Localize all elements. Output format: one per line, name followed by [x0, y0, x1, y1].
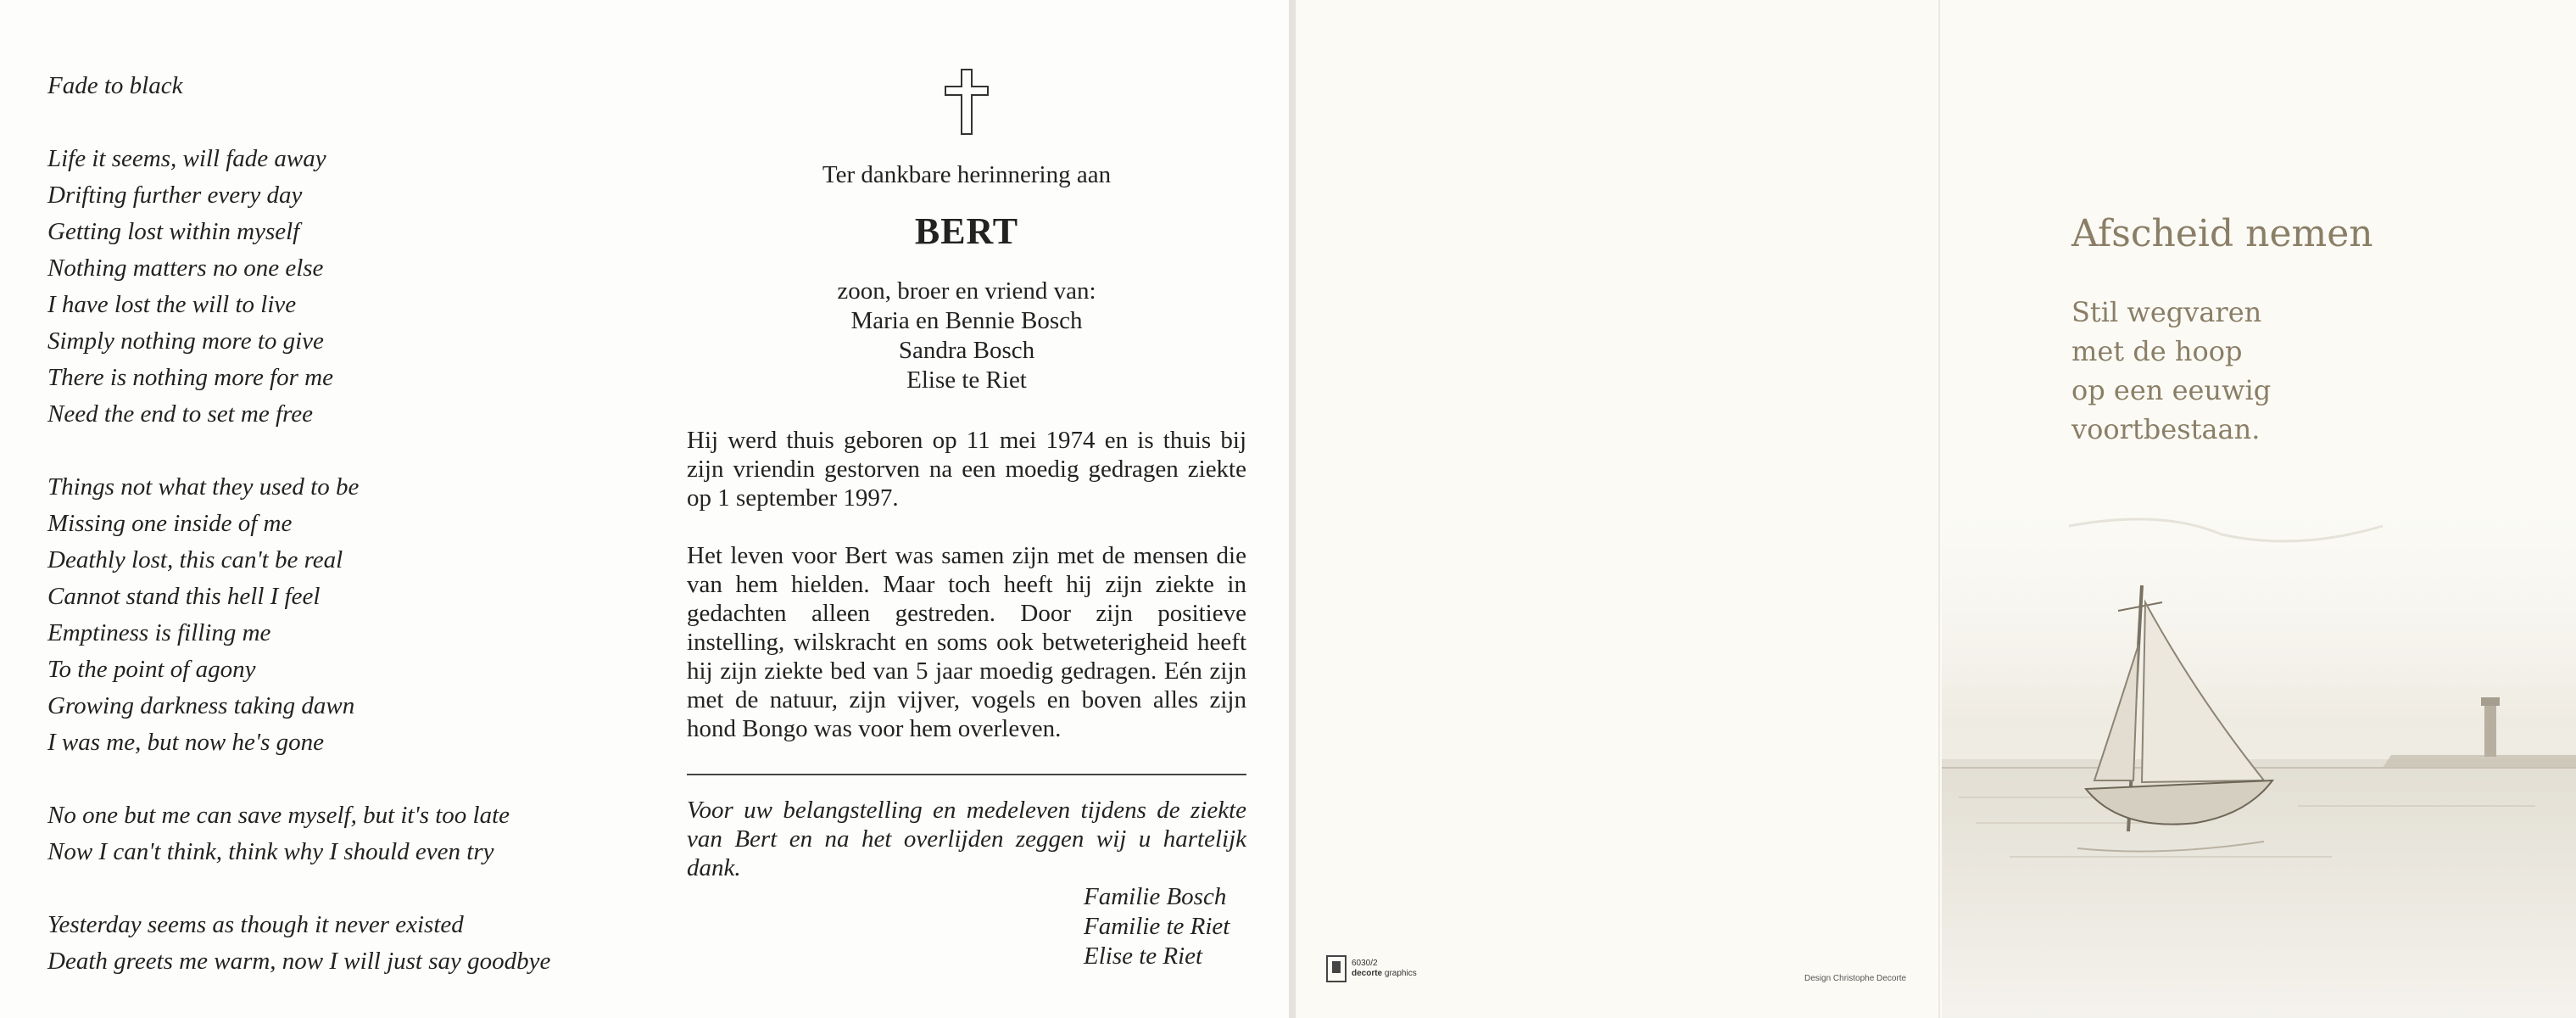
poem-stanza — [47, 141, 641, 433]
fold-line — [1938, 0, 1940, 1018]
poem-line: To the point of agony — [47, 656, 256, 683]
sailboat-lighthouse-illustration — [1942, 475, 2576, 1018]
poem-line: There is nothing more for me — [47, 364, 333, 391]
cross-icon — [944, 68, 990, 136]
poem-line: Life it seems, will fade away — [47, 145, 326, 172]
relation-item: Sandra Bosch — [898, 337, 1035, 364]
poem-line: Missing one inside of me — [47, 510, 293, 537]
poem-stanza — [47, 68, 641, 104]
poem-stanza — [47, 469, 641, 761]
memorial-text — [678, 68, 1255, 971]
poem-line: Simply nothing more to give — [47, 327, 324, 355]
verse-line: met de hoop — [2071, 335, 2243, 367]
poem-line: I have lost the will to live — [47, 291, 297, 318]
poem-line: Nothing matters no one else — [47, 255, 324, 282]
cover-title: Afscheid nemen — [2071, 212, 2373, 255]
sheet-gap — [1289, 0, 1296, 1018]
poem-line: Now I can't think, think why I should even try — [47, 838, 494, 865]
poem-line: I was me, but now he's gone — [47, 729, 324, 756]
poem-line: Cannot stand this hell I feel — [47, 583, 321, 610]
memorial-intro: Ter dankbare herinnering aan — [822, 161, 1112, 188]
poem-title: Fade to black — [47, 72, 183, 99]
poem-line: No one but me can save myself, but it's too late — [47, 802, 510, 829]
poem-line: Emptiness is filling me — [47, 619, 271, 646]
life-paragraph: Het leven voor Bert was samen zijn met de mensen die van hem hielden. Maar toch heeft hij zijn ziekte in gedachten alleen gestreden. Door zijn positieve instelling, wilskracht en soms ook betweterigheid heeft hij zijn ziekte bed van 5 jaar moedig gedragen. Eén zijn met de natuur, zijn vijver, vogels en boven alles zijn hond Bongo was voor hem overleven. — [687, 542, 1246, 742]
memorial-card-outside — [1296, 0, 2576, 1018]
publisher-logo-text — [1352, 959, 1417, 979]
poem-line: Need the end to set me free — [47, 400, 313, 428]
relation-item: Elise te Riet — [906, 366, 1027, 394]
logo-brand: decorte — [1352, 969, 1383, 978]
divider — [687, 774, 1246, 775]
design-credit: Design Christophe Decorte — [1804, 974, 1907, 983]
logo-suffix: graphics — [1384, 969, 1417, 978]
poem — [47, 68, 641, 1016]
poem-stanza — [47, 907, 641, 980]
signoff — [678, 882, 1255, 971]
poem-stanza — [47, 797, 641, 870]
poem-line: Things not what they used to be — [47, 473, 360, 501]
relations-list — [678, 277, 1255, 395]
thanks-paragraph: Voor uw belangstelling en medeleven tijdens de ziekte van Bert en na het overlijden zeggen wij u hartelijk dank. — [687, 797, 1246, 881]
verse-line: voortbestaan. — [2071, 413, 2261, 445]
poem-line: Drifting further every day — [47, 182, 303, 209]
verse-line: op een eeuwig — [2071, 374, 2272, 406]
verse-line: Stil wegvaren — [2071, 296, 2262, 328]
publisher-logo — [1326, 955, 1417, 982]
signoff-line: Elise te Riet — [1084, 942, 1203, 970]
signoff-line: Familie Bosch — [1084, 883, 1227, 910]
signoff-line: Familie te Riet — [1084, 913, 1230, 940]
cover-verse — [2071, 293, 2271, 449]
logo-code: 6030/2 — [1352, 959, 1378, 968]
relation-item: Maria en Bennie Bosch — [850, 307, 1083, 334]
poem-line: Yesterday seems as though it never existed — [47, 911, 464, 938]
publisher-logo-icon — [1326, 955, 1347, 982]
birth-death-paragraph: Hij werd thuis geboren op 11 mei 1974 en is thuis bij zijn vriendin gestorven na een moedig gedragen ziekte op 1 september 1997. — [687, 427, 1246, 512]
relations-heading: zoon, broer en vriend van: — [837, 277, 1096, 305]
poem-line: Getting lost within myself — [47, 218, 300, 245]
deceased-name: BERT — [914, 210, 1019, 252]
poem-line: Death greets me warm, now I will just say goodbye — [47, 948, 551, 975]
poem-line: Growing darkness taking dawn — [47, 692, 355, 719]
poem-line: Deathly lost, this can't be real — [47, 546, 343, 573]
